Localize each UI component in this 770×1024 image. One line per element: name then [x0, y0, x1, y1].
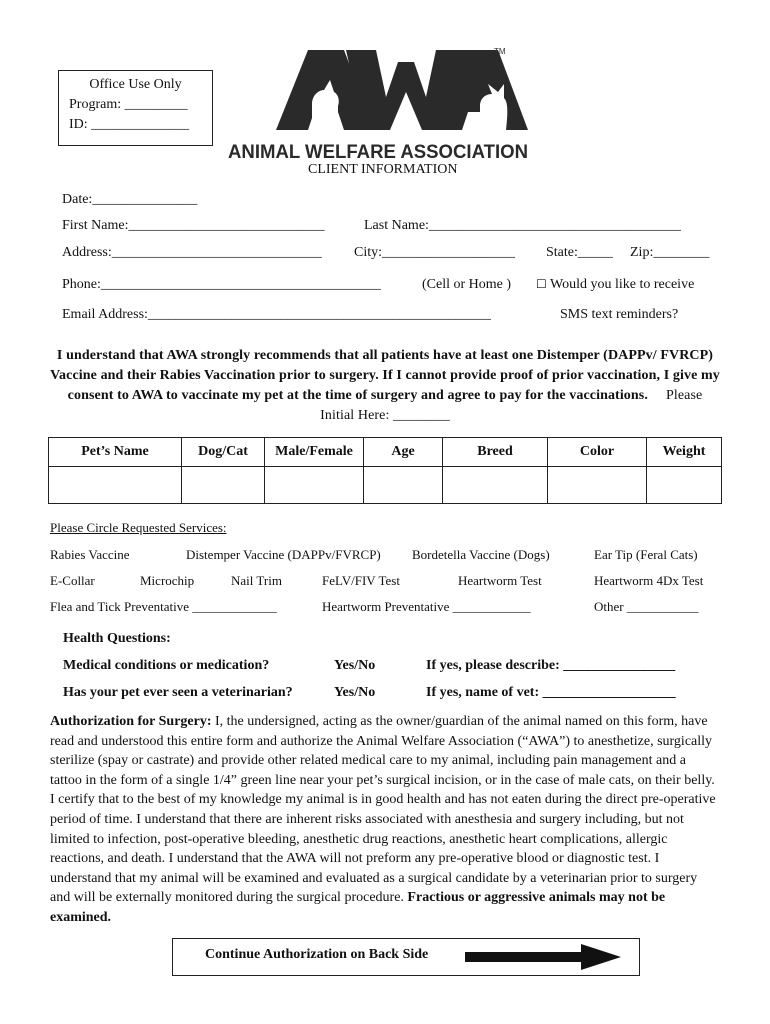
authorization-label: Authorization for Surgery: — [50, 714, 212, 729]
sms-label-line1: Would you like to receive — [550, 277, 695, 292]
service-heartworm-test[interactable]: Heartworm Test — [458, 573, 542, 588]
initial-field[interactable]: Please Initial Here: ________ — [320, 388, 703, 423]
authorization-paragraph — [50, 712, 720, 928]
address-field[interactable]: Address:______________________________ — [62, 245, 322, 260]
service-heartworm-prev[interactable]: Heartworm Preventative ____________ — [322, 599, 531, 614]
table-header-row — [49, 438, 722, 467]
cell-age[interactable] — [364, 467, 443, 504]
office-program-field[interactable]: Program: _________ — [69, 97, 188, 112]
cell-dog-cat[interactable] — [182, 467, 265, 504]
service-ecollar[interactable]: E-Collar — [50, 573, 95, 588]
service-microchip[interactable]: Microchip — [140, 573, 195, 588]
cell-breed[interactable] — [443, 467, 548, 504]
city-field[interactable]: City:___________________ — [354, 245, 516, 260]
state-field[interactable]: State:_____ — [546, 245, 613, 260]
zip-field[interactable]: Zip:________ — [630, 245, 710, 260]
office-use-title: Office Use Only — [89, 77, 182, 92]
health-q2: Has your pet ever seen a veterinarian? — [63, 685, 293, 700]
office-id-field[interactable]: ID: ______________ — [69, 117, 190, 132]
service-bordetella[interactable]: Bordetella Vaccine (Dogs) — [412, 547, 550, 562]
health-q1-followup[interactable]: If yes, please describe: ________________ — [426, 658, 676, 673]
service-ear-tip[interactable]: Ear Tip (Feral Cats) — [594, 547, 698, 562]
right-arrow-icon — [463, 944, 623, 970]
service-heartworm-4dx[interactable]: Heartworm 4Dx Test — [594, 573, 704, 588]
health-q1: Medical conditions or medication? — [63, 658, 270, 673]
col-age: Age — [364, 438, 443, 467]
services-heading: Please Circle Requested Services: — [50, 520, 227, 535]
authorization-warning: Fractious or aggressive animals may not be examined. — [50, 890, 666, 925]
service-distemper[interactable]: Distemper Vaccine (DAPPv/FVRCP) — [186, 547, 381, 562]
logo-name: ANIMAL WELFARE ASSOCIATION — [228, 142, 528, 163]
cell-color[interactable] — [548, 467, 647, 504]
date-field[interactable]: Date:_______________ — [62, 192, 198, 207]
phone-field[interactable]: Phone:________________________________________ — [62, 277, 381, 292]
email-field[interactable]: Email Address:_________________________________________________ — [62, 307, 491, 322]
trademark-mark: TM — [494, 47, 506, 56]
col-male-female: Male/Female — [265, 438, 364, 467]
first-name-field[interactable]: First Name:____________________________ — [62, 218, 325, 233]
col-pets-name: Pet’s Name — [49, 438, 182, 467]
service-other[interactable]: Other ___________ — [594, 599, 699, 614]
consent-text: I understand that AWA strongly recommends that all patients have at least one Distemper (DAPPv/ FVRCP) Vaccine and their Rabies Vaccination prior to surgery. If I cannot provide proof of prior vaccination, I give my consent to AWA to vaccinate my pet at the time of surgery and agree to pay for the vaccinations. — [50, 348, 720, 403]
table-row[interactable] — [49, 467, 722, 504]
col-color: Color — [548, 438, 647, 467]
cell-male-female[interactable] — [265, 467, 364, 504]
col-weight: Weight — [647, 438, 722, 467]
health-q2-answer[interactable]: Yes/No — [334, 685, 376, 700]
authorization-body: I, the undersigned, acting as the owner/guardian of the animal named on this form, have read and understood this entire form and authorize the Animal Welfare Association (“AWA”) to anesthetize, surgically sterilize (spay or castrate) and provide other related medical care to my animal, including pain management and a tattoo in the form of a single 1/4” green line near your pet’s surgical incision, or in the case of male cats, on their belly. I certify that to the best of my knowledge my animal is in good health and has not eaten during the direct pre-operative period of time. I understand that there are inherent risks associated with anesthesia and surgery including, but not limited to infection, post-operative bleeding, anesthetic drug reactions, anesthetic heart complications, allergic reactions, and death. I understand that the AWA will not preform any pre-operative blood or diagnostic test. I understand that my animal will be examined and evaluated as a surgical candidate by a veterinarian prior to surgery and will be externally monitored during the surgical procedure. — [50, 714, 716, 906]
continue-label: Continue Authorization on Back Side — [205, 947, 429, 962]
checkbox-icon[interactable]: ☐ — [536, 277, 547, 291]
continue-box — [172, 938, 640, 976]
sms-label-line2: SMS text reminders? — [560, 307, 679, 322]
phone-type-label: (Cell or Home ) — [422, 277, 512, 292]
sms-reminder-checkbox[interactable] — [536, 277, 694, 293]
col-breed: Breed — [443, 438, 548, 467]
page-title: CLIENT INFORMATION — [308, 162, 458, 177]
awa-logo — [226, 42, 531, 164]
cell-weight[interactable] — [647, 467, 722, 504]
health-heading: Health Questions: — [63, 631, 171, 646]
service-flea-tick[interactable]: Flea and Tick Preventative _____________ — [50, 599, 277, 614]
vaccination-consent — [50, 346, 720, 426]
service-rabies[interactable]: Rabies Vaccine — [50, 547, 130, 562]
col-dog-cat: Dog/Cat — [182, 438, 265, 467]
pet-info-table — [48, 437, 722, 504]
last-name-field[interactable]: Last Name:____________________________________ — [364, 218, 681, 233]
health-q2-followup[interactable]: If yes, name of vet: ___________________ — [426, 685, 676, 700]
office-use-box — [58, 70, 213, 146]
service-felv-fiv[interactable]: FeLV/FIV Test — [322, 573, 400, 588]
service-nail-trim[interactable]: Nail Trim — [231, 573, 282, 588]
cell-pets-name[interactable] — [49, 467, 182, 504]
health-q1-answer[interactable]: Yes/No — [334, 658, 376, 673]
